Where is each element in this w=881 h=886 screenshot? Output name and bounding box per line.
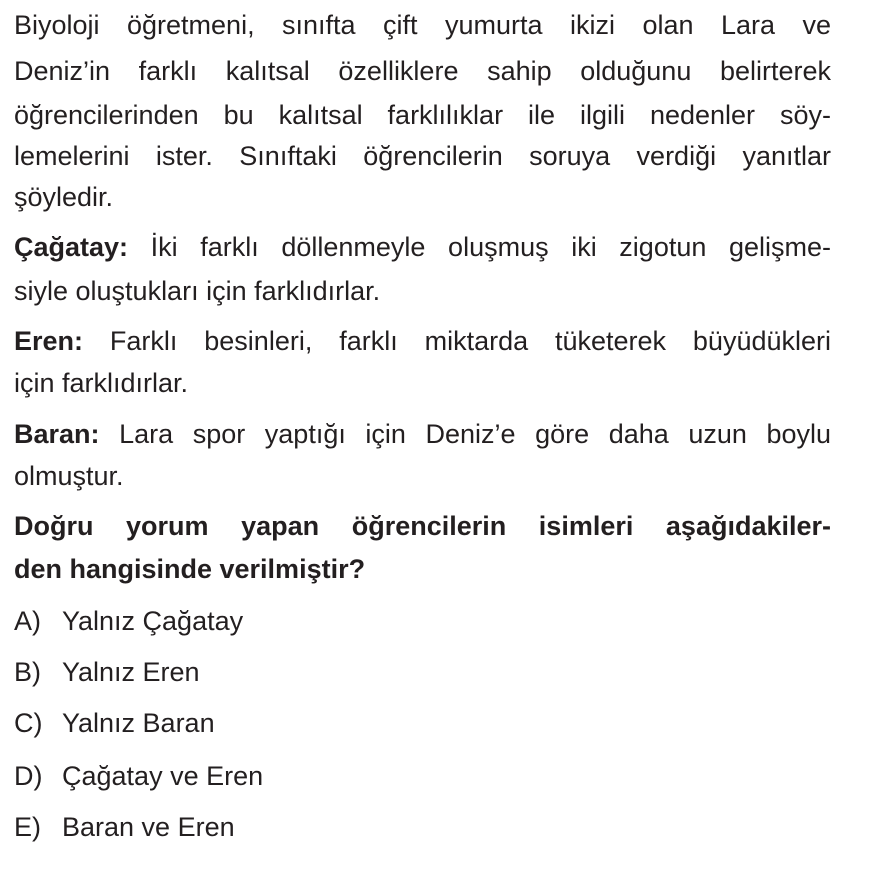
answer-line bbox=[14, 418, 831, 450]
option-letter: E) bbox=[14, 812, 41, 842]
answer-line: için farklıdırlar. bbox=[14, 368, 189, 398]
question-line: den hangisinde verilmiştir? bbox=[14, 554, 366, 584]
option-b[interactable] bbox=[14, 656, 200, 688]
option-e[interactable] bbox=[14, 811, 235, 843]
answer-line bbox=[14, 325, 831, 357]
option-letter: C) bbox=[14, 708, 43, 738]
intro-line: Biyoloji öğretmeni, sınıfta çift yumurta ikizi olan Lara ve bbox=[14, 10, 831, 40]
option-letter: A) bbox=[14, 606, 41, 636]
student-name: Baran: bbox=[14, 419, 100, 449]
option-text: Çağatay ve Eren bbox=[62, 761, 264, 791]
option-text: Yalnız Çağatay bbox=[62, 606, 244, 636]
option-letter: B) bbox=[14, 657, 41, 687]
question-line: Doğru yorum yapan öğrencilerin isimleri aşağıdakiler- bbox=[14, 511, 831, 541]
answer-line: siyle oluştukları için farklıdırlar. bbox=[14, 276, 381, 306]
option-text: Yalnız Eren bbox=[62, 657, 200, 687]
option-letter: D) bbox=[14, 761, 43, 791]
intro-line: öğrencilerinden bu kalıtsal farklılıklar ile ilgili nedenler söy- bbox=[14, 100, 831, 130]
answer-line bbox=[14, 231, 831, 263]
answer-text: İki farklı döllenmeyle oluşmuş iki zigotun gelişme- bbox=[128, 232, 831, 262]
option-c[interactable] bbox=[14, 707, 215, 739]
option-d[interactable] bbox=[14, 760, 263, 792]
answer-text: Farklı besinleri, farklı miktarda tüketerek büyüdükleri bbox=[83, 326, 831, 356]
student-name: Çağatay: bbox=[14, 232, 129, 262]
option-a[interactable] bbox=[14, 605, 243, 637]
option-text: Yalnız Baran bbox=[62, 708, 215, 738]
student-name: Eren: bbox=[14, 326, 84, 356]
answer-line: olmuştur. bbox=[14, 461, 124, 491]
intro-line: Deniz’in farklı kalıtsal özelliklere sahip olduğunu belirterek bbox=[14, 56, 831, 86]
intro-line: lemelerini ister. Sınıftaki öğrencilerin soruya verdiği yanıtlar bbox=[14, 141, 831, 171]
answer-text: Lara spor yaptığı için Deniz’e göre daha uzun boylu bbox=[99, 419, 831, 449]
intro-line: şöyledir. bbox=[14, 182, 114, 212]
option-text: Baran ve Eren bbox=[62, 812, 235, 842]
